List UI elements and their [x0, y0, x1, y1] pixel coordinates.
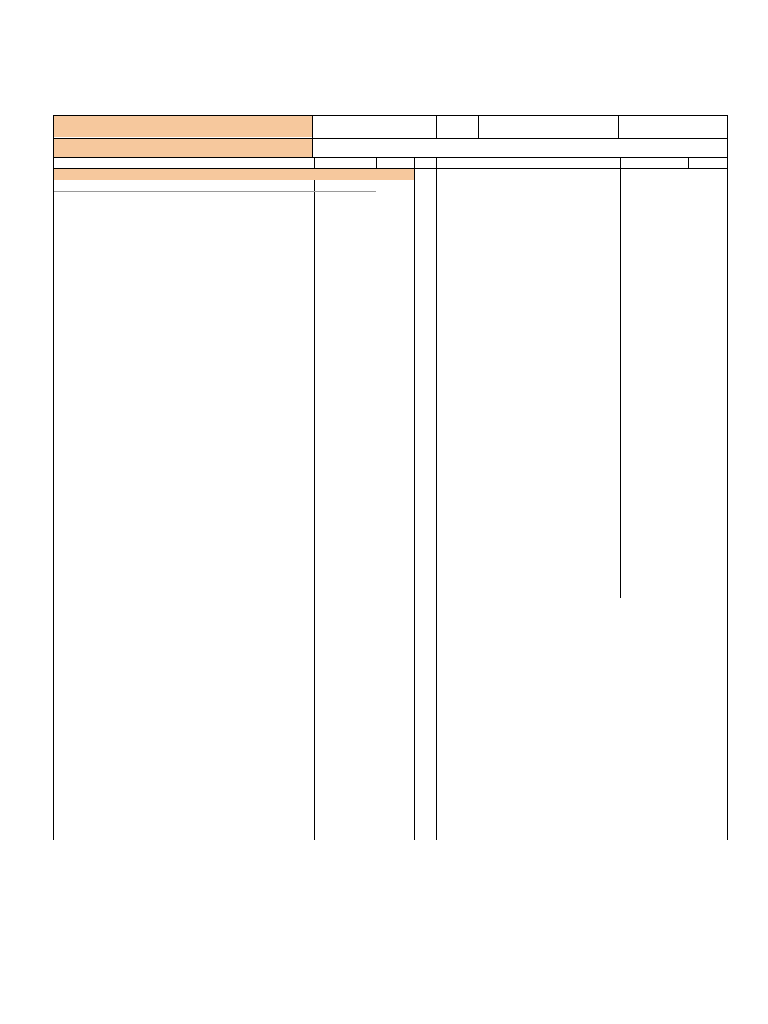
company-label-band — [54, 116, 312, 137]
grid-line — [312, 115, 313, 157]
grid-line — [436, 157, 437, 840]
grid-line — [314, 157, 315, 840]
grid-line — [376, 157, 377, 168]
grid-line — [688, 157, 689, 168]
grid-line — [53, 157, 728, 158]
grid-line — [478, 115, 479, 138]
left-border — [53, 115, 54, 840]
grid-line — [53, 138, 728, 139]
evaluator-label-band — [54, 139, 312, 157]
right-border — [727, 115, 728, 840]
grid-line — [618, 115, 619, 138]
construccion-band — [54, 169, 414, 180]
center-divider — [414, 157, 415, 840]
header-top-border — [53, 115, 728, 116]
grid-line — [620, 157, 621, 598]
grid-line — [54, 191, 376, 192]
grid-line — [436, 115, 437, 138]
